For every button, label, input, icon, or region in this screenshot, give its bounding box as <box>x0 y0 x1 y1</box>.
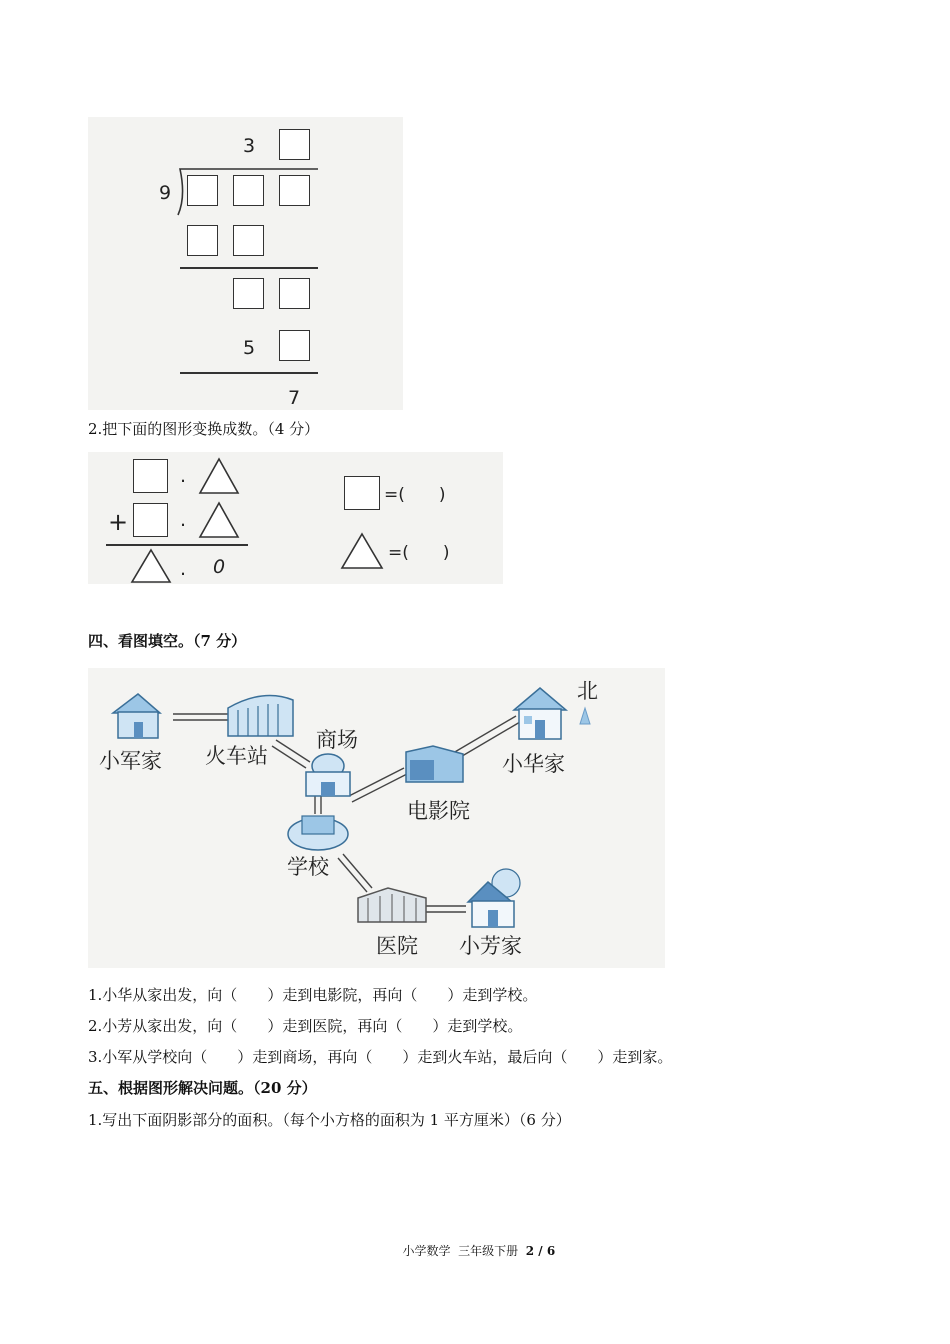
dividend-box-3 <box>279 175 310 206</box>
section-4-title: 四、看图填空。（7 分） <box>88 632 247 650</box>
remainder-digit: 7 <box>288 387 301 409</box>
square-icon <box>133 459 168 493</box>
triangle-icon <box>198 501 240 539</box>
decimal-dot: . <box>180 558 187 580</box>
dividend-box-1 <box>187 175 218 206</box>
plus-sign: + <box>108 508 129 536</box>
hospital-icon <box>358 888 426 922</box>
xiaohua-house-icon <box>514 688 566 739</box>
label-xiaofang-home: 小芳家 <box>459 934 522 958</box>
product-box-2 <box>233 225 264 256</box>
remainder-box-1 <box>233 278 264 309</box>
dividend-box-2 <box>233 175 264 206</box>
product-box-1 <box>187 225 218 256</box>
shape-addition-figure <box>88 452 503 584</box>
footer-page-number: 2 / 6 <box>525 1244 556 1258</box>
map-figure <box>88 668 665 968</box>
label-xiaojun-home: 小军家 <box>99 749 162 773</box>
decimal-dot: . <box>180 465 187 487</box>
map-roads <box>88 668 665 968</box>
division-line-1 <box>180 267 318 269</box>
north-label: 北 <box>577 679 598 703</box>
square-equation: =( ) <box>384 485 446 505</box>
partial-digit: 5 <box>243 337 256 359</box>
question-line-1: 1.小华从家出发，向（ ）走到电影院，再向（ ）走到学校。 <box>88 986 538 1004</box>
long-division-figure <box>88 117 403 410</box>
divisor: 9 <box>159 182 172 204</box>
quotient-digit: 3 <box>243 135 256 157</box>
label-mall: 商场 <box>316 728 358 752</box>
label-xiaohua-home: 小华家 <box>502 752 565 776</box>
page-footer <box>0 1228 950 1259</box>
label-cinema: 电影院 <box>407 799 470 823</box>
label-train-station: 火车站 <box>205 744 268 768</box>
section-5-title: 五、根据图形解决问题。（20 分） <box>88 1079 317 1097</box>
question-2-text: 2.把下面的图形变换成数。（4 分） <box>88 420 320 438</box>
triangle-icon <box>130 548 172 584</box>
quotient-box <box>279 129 310 160</box>
school-icon <box>288 816 348 850</box>
train-station-icon <box>228 696 293 737</box>
label-hospital: 医院 <box>376 934 418 958</box>
section-5-question-1: 1.写出下面阴影部分的面积。（每个小方格的面积为 1 平方厘米）（6 分） <box>88 1111 571 1129</box>
mall-icon <box>306 754 350 796</box>
decimal-dot: . <box>180 509 187 531</box>
square-icon <box>344 476 380 510</box>
footer-subject: 小学数学 三年级下册 <box>402 1244 526 1258</box>
xiaofang-house-icon <box>468 869 520 927</box>
label-school: 学校 <box>287 855 329 879</box>
north-arrow-icon <box>580 708 590 724</box>
triangle-equation: =( ) <box>388 543 450 563</box>
question-line-3: 3.小军从学校向（ ）走到商场，再向（ ）走到火车站，最后向（ ）走到家。 <box>88 1048 673 1066</box>
triangle-icon <box>340 532 384 570</box>
digit-zero: 0 <box>213 556 226 578</box>
triangle-icon <box>198 457 240 495</box>
division-line-2 <box>180 372 318 374</box>
xiaojun-house-icon <box>113 694 160 738</box>
cinema-icon <box>406 746 463 782</box>
remainder-box-2 <box>279 278 310 309</box>
square-icon <box>133 503 168 537</box>
question-line-2: 2.小芳从家出发，向（ ）走到医院，再向（ ）走到学校。 <box>88 1017 523 1035</box>
sum-line <box>106 544 248 546</box>
partial-box <box>279 330 310 361</box>
